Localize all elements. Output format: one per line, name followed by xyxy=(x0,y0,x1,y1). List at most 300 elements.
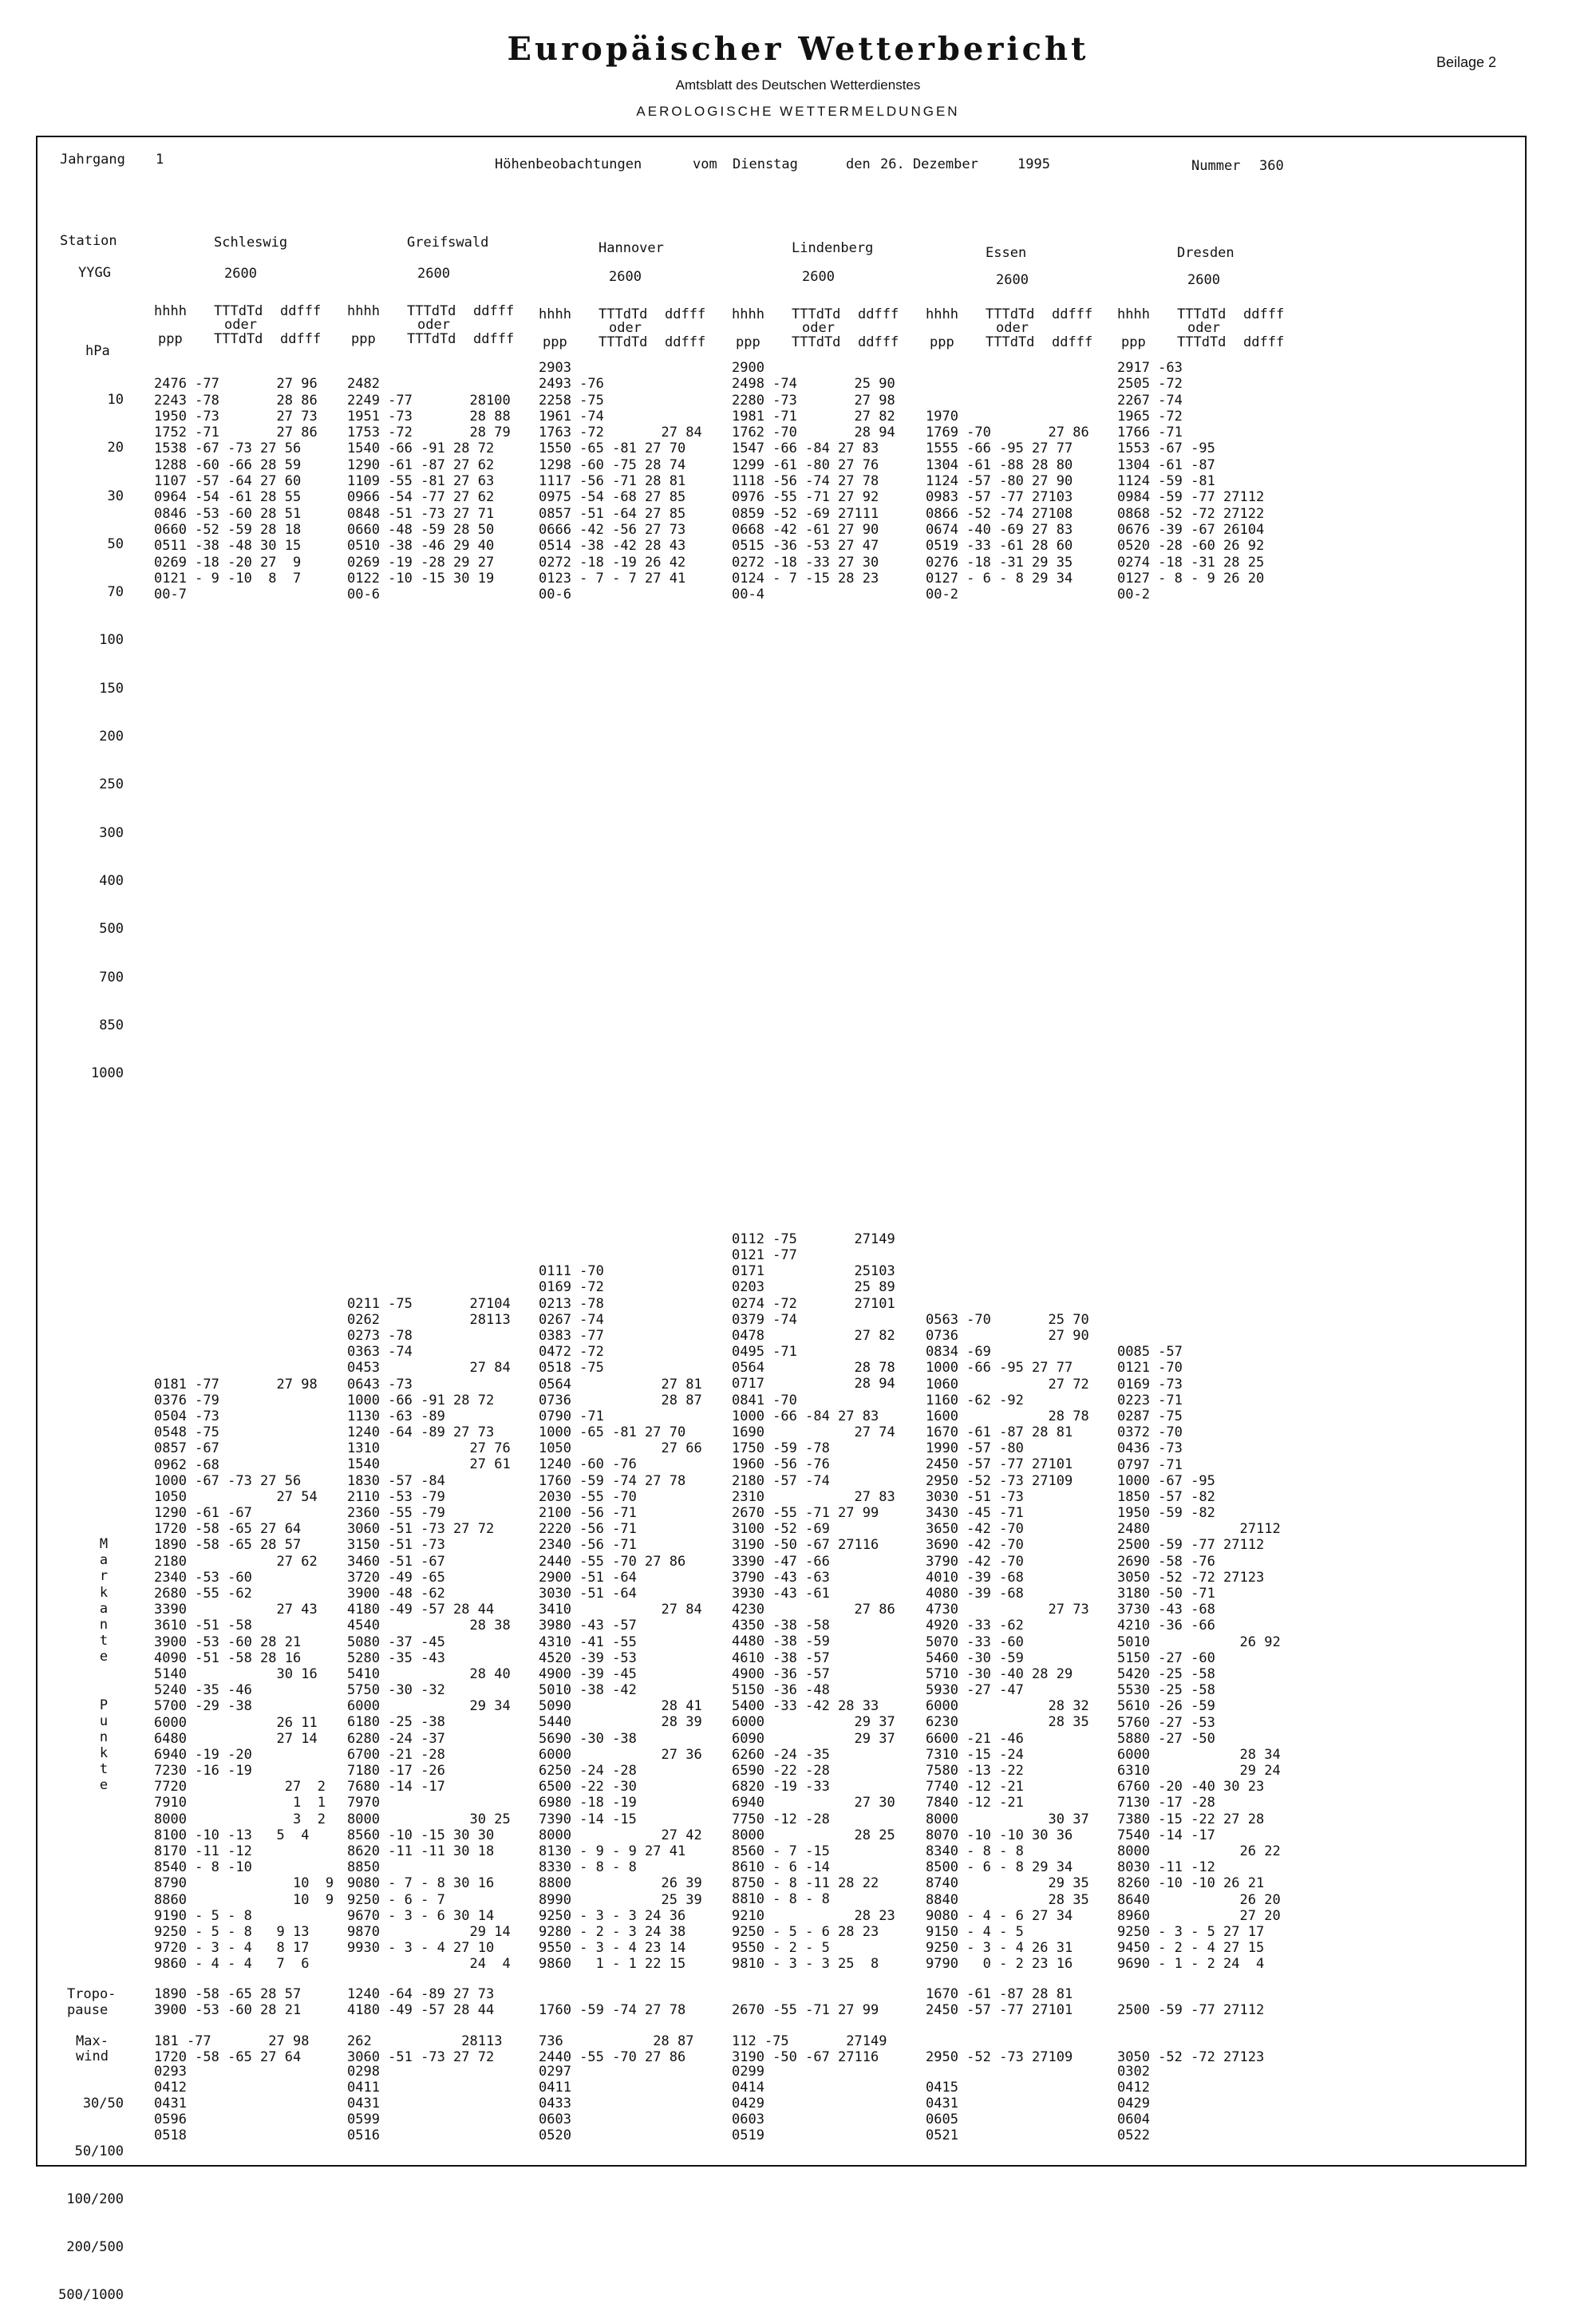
marked-point-row: 5150 -27 -60 xyxy=(1117,1649,1215,1666)
marked-point-row: 7180 -17 -26 xyxy=(347,1763,445,1780)
column-header-oder: oder xyxy=(609,320,642,336)
marked-point-row: 3790 -42 -70 xyxy=(926,1553,1024,1570)
marked-point-row: 5280 -35 -43 xyxy=(347,1649,445,1666)
hpa-label: hPa xyxy=(85,343,110,359)
marked-point-row: 6000 29 37 xyxy=(732,1714,895,1731)
standard-level-row: 0859 -52 -69 27111 xyxy=(732,505,879,522)
marked-point-row: 2900 -51 -64 xyxy=(539,1569,637,1586)
layer-row: 0412 xyxy=(154,2080,187,2096)
marked-point-row: 8000 3 2 xyxy=(154,1811,326,1827)
marked-point-row: 9690 - 1 - 2 24 4 xyxy=(1117,1956,1265,1973)
marked-points-column xyxy=(732,1231,895,1973)
standard-level-row: 1117 -56 -71 28 81 xyxy=(539,473,686,490)
marked-point-row: 6000 27 36 xyxy=(539,1746,702,1763)
marked-point-row: 4520 -39 -53 xyxy=(539,1649,637,1666)
standard-level-row: 0121 - 9 -10 8 7 xyxy=(154,570,302,587)
marked-point-row: 9860 1 - 1 22 15 xyxy=(539,1956,686,1973)
standard-level-column xyxy=(539,360,702,602)
marked-point-row: 9210 28 23 xyxy=(732,1907,895,1924)
layer-row: 0429 xyxy=(732,2096,764,2112)
standard-level-row xyxy=(154,360,318,376)
standard-level-row: 0975 -54 -68 27 85 xyxy=(539,489,686,506)
maxwind-row: 3060 -51 -73 27 72 xyxy=(347,2049,495,2065)
marked-point-row: 1000 -67 -73 27 56 xyxy=(154,1472,302,1489)
standard-level-row: 1555 -66 -95 27 77 xyxy=(926,440,1073,457)
marked-point-row: 1000 -66 -91 28 72 xyxy=(347,1392,495,1408)
station-name: Lindenberg xyxy=(792,240,874,256)
pressure-level: 400 xyxy=(99,872,124,889)
standard-level-row: 0660 -52 -59 28 18 xyxy=(154,521,302,538)
standard-level-row: 1763 -72 27 84 xyxy=(539,425,702,441)
standard-level-column xyxy=(732,360,895,602)
marked-point-row: 8810 - 8 - 8 xyxy=(732,1891,830,1908)
marked-point-row: 8170 -11 -12 xyxy=(154,1843,252,1860)
column-header-ppp: ppp xyxy=(351,331,376,347)
marked-point-row: 1050 27 66 xyxy=(539,1440,702,1457)
jahrgang-label: Jahrgang xyxy=(60,152,125,168)
standard-level-column xyxy=(347,360,511,602)
layer-column xyxy=(926,2080,958,2143)
standard-level-row: 1118 -56 -74 27 78 xyxy=(732,473,879,490)
marked-point-row: 8500 - 6 - 8 29 34 xyxy=(926,1859,1073,1876)
station-yygg: 2600 xyxy=(417,266,450,282)
marked-point-row: 9670 - 3 - 6 30 14 xyxy=(347,1907,495,1924)
column-header-wind2: ddfff xyxy=(1052,334,1093,350)
marked-point-row: 2950 -52 -73 27109 xyxy=(926,1472,1073,1489)
marked-point-row: 0436 -73 xyxy=(1117,1440,1183,1457)
layer-row: 0431 xyxy=(926,2096,958,2112)
marked-point-row: 9080 - 4 - 6 27 34 xyxy=(926,1907,1073,1924)
marked-point-row: 5420 -25 -58 xyxy=(1117,1665,1215,1682)
standard-level-row: 2258 -75 xyxy=(539,392,604,409)
station-name: Greifswald xyxy=(407,235,489,251)
marked-point-row: 8860 10 9 xyxy=(154,1891,334,1908)
standard-level-row: 0976 -55 -71 27 92 xyxy=(732,489,879,506)
maxwind-column xyxy=(154,2033,309,2065)
marked-point-row: 6260 -24 -35 xyxy=(732,1746,830,1763)
standard-level-row: 1298 -60 -75 28 74 xyxy=(539,456,686,473)
pressure-level-column xyxy=(76,360,124,1097)
marked-point-row: 5090 28 41 xyxy=(539,1698,702,1715)
marked-point-row: 4480 -38 -59 xyxy=(732,1634,830,1650)
standard-level-row: 1299 -61 -80 27 76 xyxy=(732,456,879,473)
layer-row: 0522 xyxy=(1117,2127,1150,2143)
marked-label-letter: M xyxy=(99,1536,109,1552)
marked-point-row: 9550 - 2 - 5 xyxy=(732,1940,830,1957)
marked-point-row: 0171 25103 xyxy=(732,1263,895,1280)
marked-point-row: 9790 0 - 2 23 16 xyxy=(926,1956,1073,1973)
marked-point-row: 7230 -16 -19 xyxy=(154,1763,252,1780)
column-header-temp: TTTdTd xyxy=(214,303,263,319)
marked-point-row: 7130 -17 -28 xyxy=(1117,1795,1215,1811)
marked-point-row: 0274 -72 27101 xyxy=(732,1295,895,1312)
layer-column xyxy=(539,2064,571,2143)
standard-level-row: 2493 -76 xyxy=(539,376,604,393)
tropopause-row: 2670 -55 -71 27 99 xyxy=(732,2002,879,2018)
marked-point-row: 5140 30 16 xyxy=(154,1665,318,1682)
column-header-temp2: TTTdTd xyxy=(792,334,841,350)
marked-point-row: 2180 27 62 xyxy=(154,1553,318,1570)
marked-label-gap xyxy=(96,1665,112,1697)
marked-point-row: 0213 -78 xyxy=(539,1295,604,1312)
marked-point-row: 0472 -72 xyxy=(539,1344,604,1361)
standard-level-row: 0666 -42 -56 27 73 xyxy=(539,521,686,538)
marked-point-row: 7310 -15 -24 xyxy=(926,1746,1024,1763)
marked-point-row: 0548 -75 xyxy=(154,1424,219,1441)
marked-point-row: 1540 27 61 xyxy=(347,1456,511,1473)
standard-level-row: 1550 -65 -81 27 70 xyxy=(539,440,686,457)
tropopause-column xyxy=(347,1986,494,2018)
standard-level-row: 0520 -28 -60 26 92 xyxy=(1117,538,1265,555)
marked-label-letter: P xyxy=(99,1697,109,1713)
marked-point-row: 2100 -56 -71 xyxy=(539,1505,637,1521)
standard-level-row: 2498 -74 25 90 xyxy=(732,376,895,393)
marked-point-row: 0372 -70 xyxy=(1117,1424,1183,1441)
tropopause-row: 4180 -49 -57 28 44 xyxy=(347,2002,495,2018)
marked-point-row: 1310 27 76 xyxy=(347,1440,511,1457)
layer-row: 0596 xyxy=(154,2112,187,2127)
supplement-label: Beilage 2 xyxy=(1436,54,1497,70)
marked-point-row: 2340 -56 -71 xyxy=(539,1537,637,1554)
marked-point-row: 8340 - 8 - 8 xyxy=(926,1843,1024,1859)
marked-point-row: 0121 -77 xyxy=(732,1246,797,1263)
report-year: 1995 xyxy=(1017,156,1050,172)
nummer-value: 360 xyxy=(1259,158,1284,174)
layer-row: 0518 xyxy=(154,2127,187,2143)
maxwind-row: 112 -75 27149 xyxy=(732,2033,887,2049)
layer-row: 0411 xyxy=(347,2080,380,2096)
maxwind-column xyxy=(732,2033,887,2065)
layer-row: 0519 xyxy=(732,2127,764,2143)
marked-point-row: 9150 - 4 - 5 xyxy=(926,1923,1024,1940)
marked-point-row: 0643 -73 xyxy=(347,1376,413,1393)
marked-point-row: 9720 - 3 - 4 8 17 xyxy=(154,1940,310,1957)
marked-point-row: 5410 28 40 xyxy=(347,1665,511,1682)
marked-point-row: 6310 29 24 xyxy=(1117,1763,1281,1780)
standard-level-row: 0269 -18 -20 27 9 xyxy=(154,554,302,571)
marked-point-row: 8560 - 7 -15 xyxy=(732,1843,830,1859)
column-header-oder: oder xyxy=(1187,320,1220,336)
marked-point-row: 8790 10 9 xyxy=(154,1875,334,1892)
marked-point-row: 5710 -30 -40 28 29 xyxy=(926,1665,1073,1682)
marked-point-row: 6700 -21 -28 xyxy=(347,1746,445,1763)
marked-point-row: 9190 - 5 - 8 xyxy=(154,1907,252,1924)
standard-level-row: 0510 -38 -46 29 40 xyxy=(347,538,495,555)
marked-point-row: 4920 -33 -62 xyxy=(926,1618,1024,1634)
layer-row: 0605 xyxy=(926,2112,958,2127)
marked-point-row: 3180 -50 -71 xyxy=(1117,1586,1215,1602)
marked-point-row: 0797 -71 xyxy=(1117,1456,1183,1473)
column-header-temp2: TTTdTd xyxy=(598,334,648,350)
layer-label: 500/1000 xyxy=(58,2287,124,2303)
standard-level-row: 1553 -67 -95 xyxy=(1117,440,1215,457)
layer-column xyxy=(154,2064,187,2143)
column-header-ppp: ppp xyxy=(930,334,954,350)
standard-level-row: 2249 -77 28100 xyxy=(347,392,511,409)
marked-point-row: 5880 -27 -50 xyxy=(1117,1730,1215,1747)
standard-level-row: 0272 -18 -33 27 30 xyxy=(732,554,879,571)
column-header-hhhh: hhhh xyxy=(539,306,571,322)
column-header-temp2: TTTdTd xyxy=(214,331,263,347)
tropopause-row: 1240 -64 -89 27 73 xyxy=(347,1986,495,2002)
marked-point-row: 1130 -63 -89 xyxy=(347,1408,445,1424)
marked-point-row: 0181 -77 27 98 xyxy=(154,1376,318,1393)
marked-point-row: 3650 -42 -70 xyxy=(926,1521,1024,1538)
marked-point-row: 0203 25 89 xyxy=(732,1279,895,1296)
station-name: Schleswig xyxy=(214,235,288,251)
marked-point-row: 7380 -15 -22 27 28 xyxy=(1117,1811,1265,1827)
column-header-hhhh: hhhh xyxy=(732,306,764,322)
marked-label-letter: k xyxy=(99,1584,109,1601)
standard-level-column xyxy=(926,360,1089,602)
maxwind-column xyxy=(1117,2033,1264,2065)
marked-point-row: 1000 -65 -81 27 70 xyxy=(539,1424,686,1441)
column-header-hhhh: hhhh xyxy=(347,303,380,319)
marked-point-row: 9870 29 14 xyxy=(347,1923,511,1940)
marked-point-row: 3190 -50 -67 27116 xyxy=(732,1537,879,1554)
marked-point-row: 4540 28 38 xyxy=(347,1618,511,1634)
marked-point-row: 0211 -75 27104 xyxy=(347,1295,511,1312)
pressure-level: 20 xyxy=(107,440,124,456)
column-header-temp: TTTdTd xyxy=(407,303,456,319)
marked-point-row: 1000 -67 -95 xyxy=(1117,1472,1215,1489)
marked-point-row: 8960 27 20 xyxy=(1117,1907,1281,1924)
column-header-wind: ddfff xyxy=(280,303,322,319)
marked-points-column xyxy=(347,1296,511,1973)
marked-point-row: 5440 28 39 xyxy=(539,1714,702,1731)
standard-level-row: 1304 -61 -88 28 80 xyxy=(926,456,1073,473)
marked-point-row: 5080 -37 -45 xyxy=(347,1634,445,1650)
marked-point-row: 5010 -38 -42 xyxy=(539,1682,637,1699)
marked-point-row: 3730 -43 -68 xyxy=(1117,1602,1215,1618)
tropopause-column xyxy=(926,1986,1073,2018)
marked-point-row: 8330 - 8 - 8 xyxy=(539,1859,637,1876)
maxwind-row xyxy=(1117,2033,1264,2049)
marked-point-row: 0376 -79 xyxy=(154,1392,219,1408)
pressure-level: 50 xyxy=(107,535,124,552)
maxwind-row: 2440 -55 -70 27 86 xyxy=(539,2049,686,2065)
marked-point-row: 7580 -13 -22 xyxy=(926,1763,1024,1780)
standard-level-row: 0272 -18 -19 26 42 xyxy=(539,554,686,571)
standard-level-row: 1950 -73 27 73 xyxy=(154,408,318,425)
marked-point-row: 9250 - 3 - 4 26 31 xyxy=(926,1940,1073,1957)
maxwind-column xyxy=(539,2033,693,2065)
column-header-hhhh: hhhh xyxy=(1117,306,1150,322)
marked-point-row: 1000 -66 -95 27 77 xyxy=(926,1360,1073,1377)
marked-point-row: 8000 26 22 xyxy=(1117,1843,1281,1859)
marked-point-row: 2220 -56 -71 xyxy=(539,1521,637,1538)
marked-point-row: 4090 -51 -58 28 16 xyxy=(154,1649,302,1666)
marked-point-row: 8610 - 6 -14 xyxy=(732,1859,830,1876)
layer-row: 0431 xyxy=(347,2096,380,2112)
marked-points-column xyxy=(1117,1344,1281,1972)
standard-level-row: 0846 -53 -60 28 51 xyxy=(154,505,302,522)
station-name: Hannover xyxy=(598,240,664,256)
marked-point-row: 9280 - 2 - 3 24 38 xyxy=(539,1923,686,1940)
layer-row: 0412 xyxy=(1117,2080,1150,2096)
marked-points-column xyxy=(926,1312,1089,1973)
marked-point-row: 1830 -57 -84 xyxy=(347,1472,445,1489)
marked-point-row: 2110 -53 -79 xyxy=(347,1488,445,1505)
column-header-ppp: ppp xyxy=(1121,334,1146,350)
layer-row: 0516 xyxy=(347,2127,380,2143)
marked-point-row: 8990 25 39 xyxy=(539,1891,702,1908)
marked-point-row: 5690 -30 -38 xyxy=(539,1730,637,1747)
maxwind-column xyxy=(926,2033,1073,2065)
standard-level-row: 00-7 xyxy=(154,587,187,603)
marked-point-row: 2360 -55 -79 xyxy=(347,1505,445,1522)
marked-point-row: 6280 -24 -37 xyxy=(347,1730,445,1747)
column-header-oder: oder xyxy=(802,320,835,336)
marked-point-row: 5610 -26 -59 xyxy=(1117,1698,1215,1715)
marked-point-row: 0736 28 87 xyxy=(539,1392,702,1408)
marked-point-row: 6760 -20 -40 30 23 xyxy=(1117,1779,1265,1796)
column-header-wind2: ddfff xyxy=(473,331,515,347)
layer-row: 0411 xyxy=(539,2080,571,2096)
maxwind-row: 2950 -52 -73 27109 xyxy=(926,2049,1073,2065)
marked-point-row: 0834 -69 xyxy=(926,1344,991,1361)
column-header-oder: oder xyxy=(417,317,450,333)
tropopause-column xyxy=(1117,1986,1264,2018)
standard-level-row xyxy=(926,393,1089,409)
tropopause-row xyxy=(1117,1986,1264,2002)
marked-point-row: 0112 -75 27149 xyxy=(732,1231,895,1247)
layer-row: 0429 xyxy=(1117,2096,1150,2112)
marked-point-row: 5750 -30 -32 xyxy=(347,1682,445,1699)
layer-label: 100/200 xyxy=(66,2191,124,2207)
marked-point-row: 6000 29 34 xyxy=(347,1698,511,1715)
marked-point-row: 9550 - 3 - 4 23 14 xyxy=(539,1940,686,1957)
column-header-temp2: TTTdTd xyxy=(407,331,456,347)
standard-level-row: 0983 -57 -77 27103 xyxy=(926,489,1073,506)
marked-point-row: 8000 30 37 xyxy=(926,1811,1089,1827)
marked-point-row: 6590 -22 -28 xyxy=(732,1762,830,1779)
standard-level-row: 1951 -73 28 88 xyxy=(347,408,511,425)
pressure-level: 70 xyxy=(107,584,124,601)
tropopause-column xyxy=(732,1986,879,2018)
pressure-level: 250 xyxy=(99,776,124,793)
layer-label: 30/50 xyxy=(82,2096,124,2112)
maxwind-row: 3190 -50 -67 27116 xyxy=(732,2049,879,2065)
maxwind-row: 3050 -52 -72 27123 xyxy=(1117,2049,1265,2065)
marked-point-row: 1720 -58 -65 27 64 xyxy=(154,1521,302,1538)
standard-level-row: 1107 -57 -64 27 60 xyxy=(154,473,302,490)
marked-point-row: 0563 -70 25 70 xyxy=(926,1311,1089,1328)
marked-point-row: 2440 -55 -70 27 86 xyxy=(539,1553,686,1570)
layer-row: 0433 xyxy=(539,2096,571,2112)
marked-point-row: 8740 29 35 xyxy=(926,1875,1089,1892)
column-header-wind2: ddfff xyxy=(280,331,322,347)
pressure-level: 100 xyxy=(99,632,124,649)
station-yygg: 2600 xyxy=(224,266,257,282)
marked-point-row: 4080 -39 -68 xyxy=(926,1585,1024,1602)
maxwind-column xyxy=(347,2033,502,2065)
station-label: Station xyxy=(60,233,117,249)
station-yygg: 2600 xyxy=(996,272,1029,288)
marked-point-row: 3720 -49 -65 xyxy=(347,1569,445,1586)
marked-point-row: 1950 -59 -82 xyxy=(1117,1505,1215,1522)
layer-row: 0431 xyxy=(154,2096,187,2112)
marked-point-row: 0564 27 81 xyxy=(539,1376,702,1393)
marked-point-row: 2030 -55 -70 xyxy=(539,1488,637,1505)
standard-level-row: 1769 -70 27 86 xyxy=(926,425,1089,441)
layer-row: 0603 xyxy=(539,2112,571,2127)
layer-column xyxy=(1117,2064,1150,2143)
marked-point-row: 9250 - 3 - 3 24 36 xyxy=(539,1907,686,1924)
marked-point-row: 6940 27 30 xyxy=(732,1795,895,1811)
standard-level-row: 0269 -19 -28 29 27 xyxy=(347,554,495,571)
marked-point-row: 0273 -78 xyxy=(347,1327,413,1344)
column-header-hhhh: hhhh xyxy=(154,303,187,319)
pressure-level: 1000 xyxy=(91,1065,124,1082)
standard-level-row: 0276 -18 -31 29 35 xyxy=(926,554,1073,571)
vom-label: vom xyxy=(693,156,717,172)
marked-point-row: 1060 27 72 xyxy=(926,1376,1089,1393)
marked-point-row: 5400 -33 -42 28 33 xyxy=(732,1698,879,1715)
column-header-oder: oder xyxy=(224,317,257,333)
marked-point-row: 9810 - 3 - 3 25 8 xyxy=(732,1956,879,1973)
marked-point-row: 5930 -27 -47 xyxy=(926,1682,1024,1699)
standard-level-row: 1290 -61 -87 27 62 xyxy=(347,456,495,473)
marked-point-row: 3900 -48 -62 xyxy=(347,1585,445,1602)
marked-point-row: 6600 -21 -46 xyxy=(926,1730,1024,1747)
marked-point-row: 2480 27112 xyxy=(1117,1521,1281,1538)
marked-point-row: 6940 -19 -20 xyxy=(154,1746,252,1763)
report-date: 26. Dezember xyxy=(880,156,978,172)
standard-level-row: 2505 -72 xyxy=(1117,376,1183,393)
marked-point-row: 3430 -45 -71 xyxy=(926,1505,1024,1522)
marked-point-row: 3150 -51 -73 xyxy=(347,1537,445,1554)
standard-level-column xyxy=(1117,360,1264,602)
marked-point-row: 4310 -41 -55 xyxy=(539,1634,637,1650)
marked-point-row: 5760 -27 -53 xyxy=(1117,1714,1215,1731)
marked-point-row: 3930 -43 -61 xyxy=(732,1585,830,1602)
column-header-wind: ddfff xyxy=(473,303,515,319)
marked-point-row: 0790 -71 xyxy=(539,1408,604,1424)
column-header-wind2: ddfff xyxy=(665,334,706,350)
marked-point-row: 2690 -58 -76 xyxy=(1117,1553,1215,1570)
marked-point-row: 0121 -70 xyxy=(1117,1360,1183,1377)
tropopause-row: 1670 -61 -87 28 81 xyxy=(926,1986,1073,2002)
pressure-level: 700 xyxy=(99,969,124,986)
marked-point-row: 7970 xyxy=(347,1795,380,1811)
marked-label-letter: u xyxy=(99,1713,109,1729)
marked-point-row: 9450 - 2 - 4 27 15 xyxy=(1117,1940,1265,1957)
marked-point-row: 8800 26 39 xyxy=(539,1875,702,1892)
marked-point-row: 8000 28 25 xyxy=(732,1827,895,1843)
tropopause-column xyxy=(539,1986,685,2018)
marked-point-row: 2180 -57 -74 xyxy=(732,1472,830,1489)
marked-point-row: 24 4 xyxy=(347,1956,511,1973)
marked-point-row: 4350 -38 -58 xyxy=(732,1618,830,1634)
standard-level-row: 1981 -71 27 82 xyxy=(732,408,895,425)
marked-point-row: 5530 -25 -58 xyxy=(1117,1682,1215,1699)
layer-row: 0293 xyxy=(154,2064,187,2080)
marked-point-row: 1850 -57 -82 xyxy=(1117,1488,1215,1505)
marked-point-row: 5070 -33 -60 xyxy=(926,1634,1024,1650)
layer-label: 50/100 xyxy=(74,2143,124,2159)
marked-point-row: 3980 -43 -57 xyxy=(539,1618,637,1634)
marked-label-letter: r xyxy=(99,1568,109,1585)
standard-level-row: 0511 -38 -48 30 15 xyxy=(154,538,302,555)
standard-level-row: 00-6 xyxy=(539,587,571,603)
layer-row: 0302 xyxy=(1117,2064,1150,2080)
column-header-wind2: ddfff xyxy=(1243,334,1285,350)
marked-point-row: 2450 -57 -77 27101 xyxy=(926,1456,1073,1473)
marked-point-row: 0262 28113 xyxy=(347,1311,511,1328)
pressure-level: 30 xyxy=(107,488,124,504)
column-header-temp: TTTdTd xyxy=(1177,306,1227,322)
